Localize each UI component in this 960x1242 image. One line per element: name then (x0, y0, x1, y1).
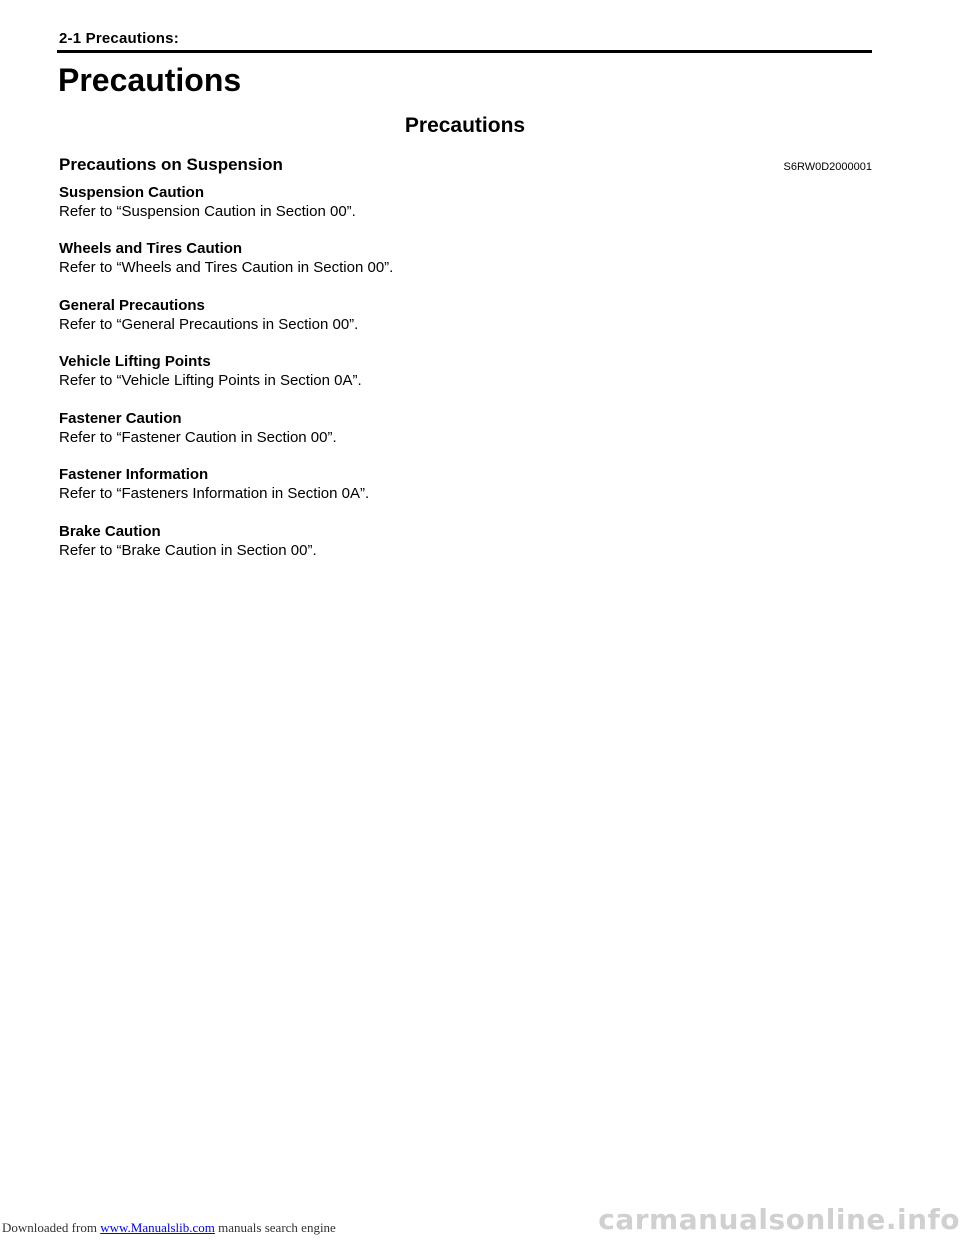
item-heading: Fastener Information (59, 466, 209, 483)
manualslib-link[interactable]: www.Manualslib.com (100, 1220, 215, 1235)
footer-suffix: manuals search engine (218, 1220, 336, 1235)
item-text: Refer to “Suspension Caution in Section 00”. (59, 203, 356, 220)
item-suspension-caution (59, 183, 859, 221)
item-brake-caution (59, 522, 859, 560)
watermark: carmanualsonline.info (598, 1203, 960, 1236)
subsection-title: Precautions (404, 114, 526, 137)
item-heading: Brake Caution (59, 523, 161, 540)
item-heading: Wheels and Tires Caution (59, 240, 243, 257)
section-title: Precautions (58, 62, 242, 98)
item-text: Refer to “General Precautions in Section 00”. (59, 316, 359, 333)
item-text: Refer to “Brake Caution in Section 00”. (59, 542, 317, 559)
footer-prefix: Downloaded from (2, 1220, 97, 1235)
page-header: 2-1 Precautions: (59, 30, 179, 47)
item-vehicle-lifting-points (59, 352, 859, 390)
item-heading: Suspension Caution (59, 184, 205, 201)
item-heading: Vehicle Lifting Points (59, 353, 211, 370)
item-heading: General Precautions (59, 297, 205, 314)
item-text: Refer to “Fastener Caution in Section 00”. (59, 429, 337, 446)
topic-row (59, 153, 872, 175)
item-wheels-tires-caution (59, 239, 859, 277)
download-footer (2, 1220, 336, 1236)
item-general-precautions (59, 296, 859, 334)
header-rule (57, 50, 872, 53)
item-fastener-caution (59, 409, 859, 447)
item-text: Refer to “Vehicle Lifting Points in Section 0A”. (59, 372, 362, 389)
topic-code: S6RW0D2000001 (783, 161, 872, 173)
topic-title: Precautions on Suspension (59, 155, 283, 174)
item-text: Refer to “Fasteners Information in Section 0A”. (59, 485, 370, 502)
item-heading: Fastener Caution (59, 410, 182, 427)
item-text: Refer to “Wheels and Tires Caution in Section 00”. (59, 259, 394, 276)
item-fastener-information (59, 465, 859, 503)
